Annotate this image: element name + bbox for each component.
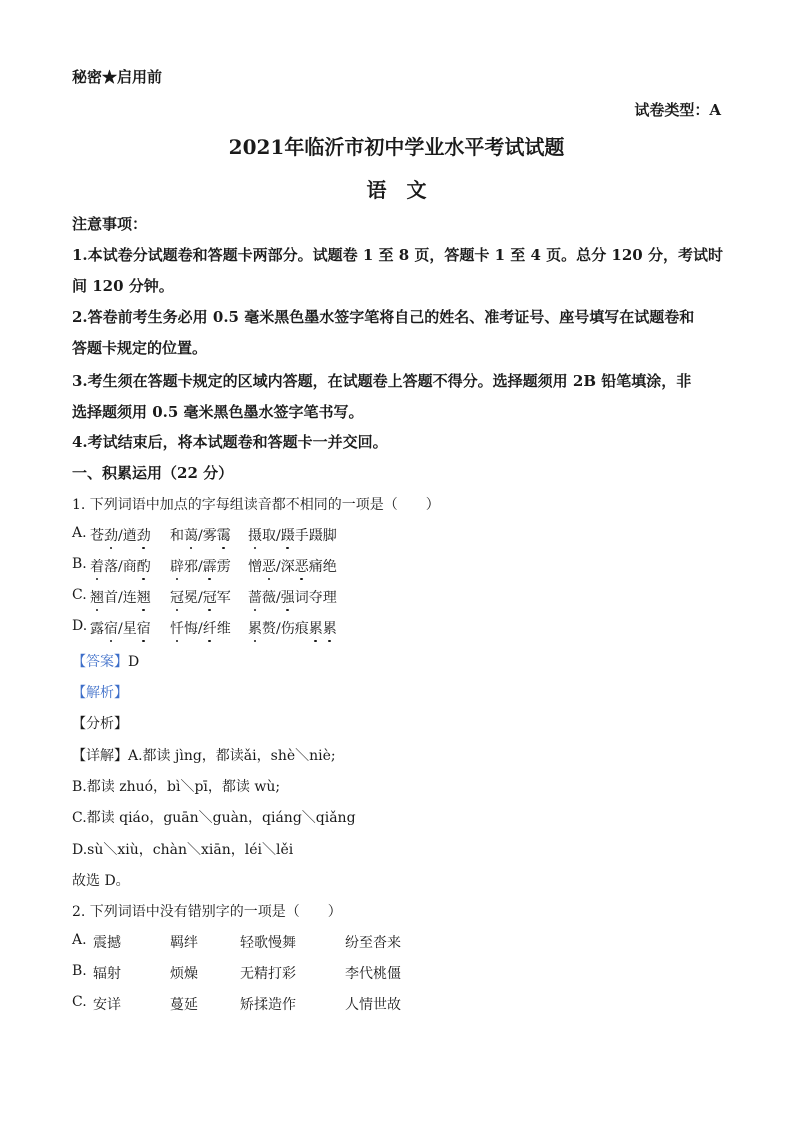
option-word: 蔓延 <box>170 997 198 1013</box>
option-word: 震撼 <box>93 935 121 951</box>
option-text: 维 <box>216 621 231 637</box>
emphasized-char: 恶 <box>294 559 309 575</box>
emphasized-char: 酌 <box>136 559 151 575</box>
option-letter: B. <box>72 963 87 979</box>
question-1-stem: 1. 下列词语中加点的字每组读音都不相同的一项是（ ） <box>72 497 440 513</box>
detail-line: C.都读 qiáo，guān＼guàn，qiáng＼qiǎng <box>72 810 356 826</box>
emphasized-char: 辟 <box>170 559 184 575</box>
notice-line: 3.考生须在答题卡规定的区域内答题，在试题卷上答题不得分。选择题须用 2B 铅笔填涂，非 <box>72 372 692 390</box>
emphasized-char: 翘 <box>136 590 151 606</box>
section-heading: 一、积累运用（22 分） <box>72 464 234 482</box>
emphasized-char: 累 <box>308 621 323 637</box>
option-text: 薇/ <box>262 590 281 606</box>
answer-row <box>72 651 139 671</box>
emphasized-char: 蹑 <box>280 528 295 544</box>
answer-label: 【答案】 <box>72 654 128 670</box>
emphasized-char: 累 <box>322 621 337 637</box>
option-word: 人情世故 <box>345 997 401 1013</box>
detail-line: D.sù＼xiù，chàn＼xiān，léi＼lěi <box>72 842 294 858</box>
emphasized-char: 宿 <box>104 621 118 637</box>
question-2-stem: 2. 下列词语中没有错别字的一项是（ ） <box>72 904 342 920</box>
option-word: 李代桃僵 <box>345 966 401 982</box>
option-text: 取/ <box>262 528 281 544</box>
option-text: 连 <box>122 590 137 606</box>
notice-line: 2.答卷前考生务必用 0.5 毫米黑色墨水签字笔将自己的姓名、准考证号、座号填写在试题卷和 <box>72 308 695 326</box>
option-text: 邪/ <box>184 559 203 575</box>
option-word-pair <box>90 618 151 638</box>
option-word-pair <box>248 618 337 638</box>
option-word-pair <box>248 525 337 545</box>
option-word-pair <box>170 525 231 545</box>
emphasized-char: 冠 <box>170 590 184 606</box>
option-letter: C. <box>72 587 87 603</box>
exam-title: 2021年临沂市初中学业水平考试试题 <box>228 135 565 159</box>
option-text: 露 <box>90 621 104 637</box>
option-text: / <box>118 621 123 637</box>
notice-heading: 注意事项： <box>72 215 148 233</box>
detail-line: 【详解】A.都读 jìng，都读ǎi，shè＼niè; <box>72 748 336 764</box>
option-word-pair <box>170 556 231 576</box>
detail-line: 故选 D。 <box>72 873 130 889</box>
emphasized-char: 着 <box>90 559 104 575</box>
option-text: 憎 <box>248 559 262 575</box>
emphasized-char: 忏 <box>170 621 184 637</box>
option-text: 和 <box>170 528 184 544</box>
option-text: / <box>198 528 203 544</box>
emphasized-char: 强 <box>280 590 295 606</box>
emphasized-char: 冠 <box>202 590 217 606</box>
notice-line: 4.考试结束后，将本试题卷和答题卡一并交回。 <box>72 433 388 451</box>
option-text: 赘/ <box>262 621 281 637</box>
emphasized-char: 累 <box>248 621 262 637</box>
notice-line: 间 120 分钟。 <box>72 277 174 295</box>
notice-line: 选择题须用 0.5 毫米黑色墨水签字笔书写。 <box>72 403 364 421</box>
option-word-pair <box>90 587 151 607</box>
emphasized-char: 蔷 <box>248 590 262 606</box>
notice-line: 答题卡规定的位置。 <box>72 339 208 357</box>
emphasized-char: 劲 <box>104 528 118 544</box>
option-word: 矫揉造作 <box>240 997 296 1013</box>
emphasized-char: 恶 <box>262 559 276 575</box>
option-word: 辐射 <box>93 966 121 982</box>
option-text: 深 <box>280 559 295 575</box>
emphasized-char: 霹 <box>202 559 217 575</box>
option-word-pair <box>170 618 231 638</box>
option-word: 轻歌慢舞 <box>240 935 296 951</box>
option-letter: C. <box>72 994 87 1010</box>
emphasized-char: 摄 <box>248 528 262 544</box>
option-text: 冕/ <box>184 590 203 606</box>
subject-title: 语 文 <box>366 178 427 202</box>
option-word: 安详 <box>93 997 121 1013</box>
option-text: 雾 <box>202 528 217 544</box>
option-text: 伤痕 <box>280 621 309 637</box>
option-text: 落/ <box>104 559 123 575</box>
option-word-pair <box>248 587 337 607</box>
secret-label: 秘密★启用前 <box>72 68 163 86</box>
option-word: 纷至沓来 <box>345 935 401 951</box>
analysis-label: 【解析】 <box>72 685 128 701</box>
option-text: 词夺理 <box>294 590 337 606</box>
notice-line: 1.本试卷分试题卷和答题卡两部分。试题卷 1 至 8 页，答题卡 1 至 4 页。总分 120 分，考试时 <box>72 246 723 264</box>
emphasized-char: 蔼 <box>184 528 198 544</box>
option-letter: D. <box>72 618 88 634</box>
option-text: 军 <box>216 590 231 606</box>
paper-type: 试卷类型：A <box>634 101 721 119</box>
option-word-pair <box>90 556 151 576</box>
option-letter: A. <box>72 932 87 948</box>
emphasized-char: 纤 <box>202 621 217 637</box>
option-text: 痛绝 <box>308 559 337 575</box>
option-word-pair <box>170 587 231 607</box>
option-text: 雳 <box>216 559 231 575</box>
emphasized-char: 劲 <box>136 528 151 544</box>
option-letter: B. <box>72 556 87 572</box>
option-word: 烦燥 <box>170 966 198 982</box>
fenxi-label: 【分析】 <box>72 716 128 732</box>
option-text: 遒 <box>122 528 137 544</box>
answer-value: D <box>128 654 140 670</box>
emphasized-char: 霭 <box>216 528 231 544</box>
option-text: / <box>276 559 281 575</box>
detail-line: B.都读 zhuó，bì＼pī，都读 wù; <box>72 779 281 795</box>
emphasized-char: 宿 <box>136 621 151 637</box>
option-word: 无精打彩 <box>240 966 296 982</box>
option-text: 手蹑脚 <box>294 528 337 544</box>
option-text: / <box>118 528 123 544</box>
emphasized-char: 翘 <box>90 590 104 606</box>
option-text: 首/ <box>104 590 123 606</box>
option-word-pair <box>248 556 337 576</box>
option-text: 商 <box>122 559 137 575</box>
option-word-pair <box>90 525 151 545</box>
option-text: 星 <box>122 621 137 637</box>
option-text: 悔/ <box>184 621 203 637</box>
option-word: 羁绊 <box>170 935 198 951</box>
option-text: 苍 <box>90 528 104 544</box>
option-letter: A. <box>72 525 87 541</box>
